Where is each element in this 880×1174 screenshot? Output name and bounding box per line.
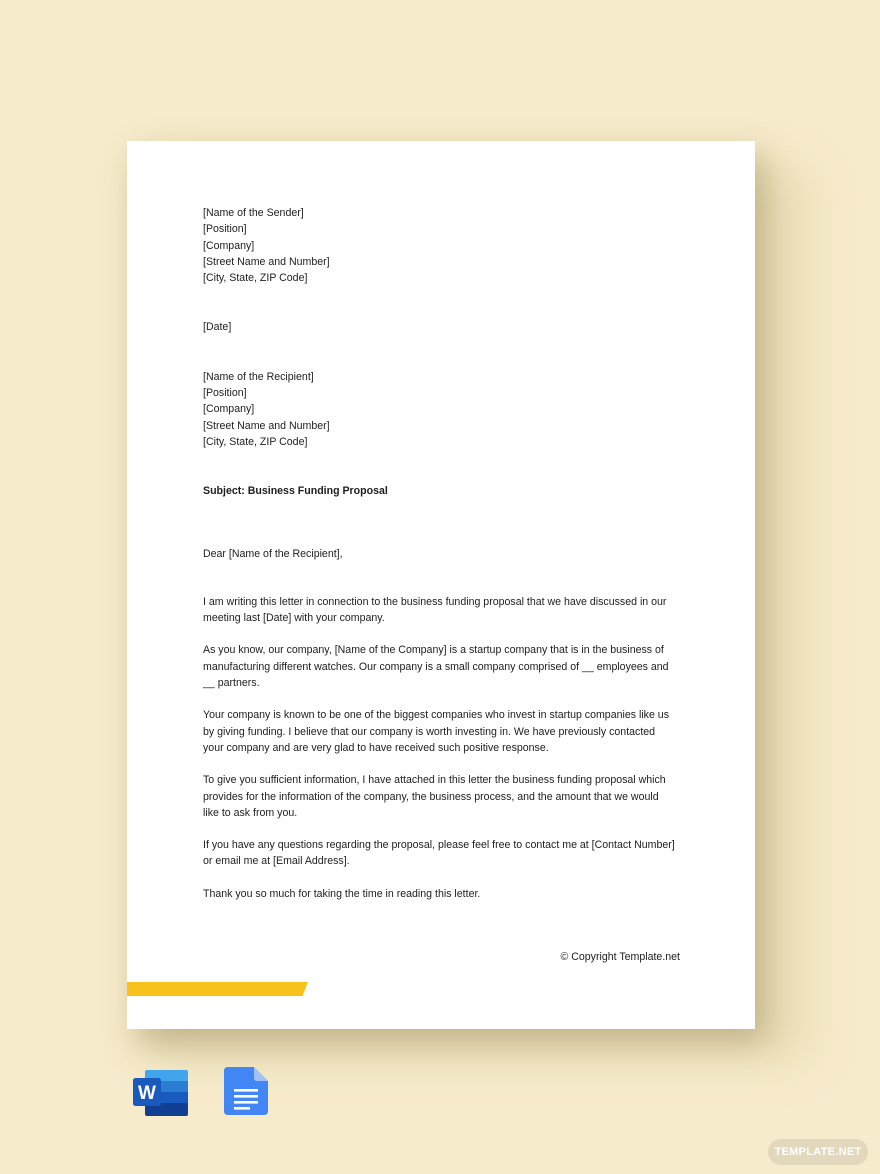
recipient-line: [Company] [203, 403, 255, 416]
sender-address [203, 205, 683, 286]
word-letter: W [138, 1083, 156, 1104]
paragraph-line: your company and are very glad to have received such positive response. [203, 741, 549, 754]
letter-date: [Date] [203, 321, 232, 334]
recipient-line: [Position] [203, 387, 247, 400]
paragraph-line: Thank you so much for taking the time in reading this letter. [203, 887, 481, 900]
paragraph-line: To give you sufficient information, I have attached in this letter the business funding proposal which [203, 774, 666, 787]
letter-body [203, 205, 683, 918]
template-net-badge[interactable]: TEMPLATE.NET [768, 1139, 868, 1165]
body-paragraph [203, 707, 683, 756]
google-docs-icon[interactable] [224, 1067, 268, 1115]
accent-bar [127, 982, 308, 996]
copyright-notice: © Copyright Template.net [560, 951, 680, 963]
paragraph-line: meeting last [Date] with your company. [203, 612, 385, 625]
letter-greeting: Dear [Name of the Recipient], [203, 547, 343, 560]
paragraph-line: provides for the information of the company, the business process, and the amount that we would [203, 790, 659, 803]
recipient-address [203, 369, 683, 450]
microsoft-word-icon[interactable] [133, 1070, 188, 1116]
sender-line: [Street Name and Number] [203, 255, 330, 268]
paragraph-line: Your company is known to be one of the biggest companies who invest in startup companies like us [203, 709, 670, 722]
sender-line: [Company] [203, 239, 255, 252]
paragraph-line: I am writing this letter in connection to the business funding proposal that we have discussed in our [203, 595, 667, 608]
paragraph-line: or email me at [Email Address]. [203, 855, 350, 868]
recipient-line: [Street Name and Number] [203, 419, 330, 432]
body-paragraph [203, 594, 683, 627]
sender-line: [Position] [203, 223, 247, 236]
paragraph-line: by giving funding. I believe that our company is worth investing in. We have previously contacted [203, 725, 656, 738]
body-paragraph [203, 886, 683, 902]
paragraph-line: __ partners. [203, 677, 260, 690]
body-paragraph [203, 837, 683, 870]
letter-subject: Subject: Business Funding Proposal [203, 485, 388, 498]
recipient-line: [Name of the Recipient] [203, 370, 314, 383]
paragraph-line: manufacturing different watches. Our company is a small company comprised of __ employees and [203, 660, 669, 673]
sender-line: [City, State, ZIP Code] [203, 272, 308, 285]
paragraph-line: As you know, our company, [Name of the Company] is a startup company that is in the business of [203, 644, 664, 657]
letter-page [127, 141, 755, 1029]
sender-line: [Name of the Sender] [203, 207, 304, 219]
paragraph-line: If you have any questions regarding the proposal, please feel free to contact me at [Contact Number] [203, 839, 675, 852]
body-paragraph [203, 772, 683, 821]
paragraph-line: like to ask from you. [203, 806, 298, 819]
body-paragraph [203, 642, 683, 691]
recipient-line: [City, State, ZIP Code] [203, 435, 308, 448]
